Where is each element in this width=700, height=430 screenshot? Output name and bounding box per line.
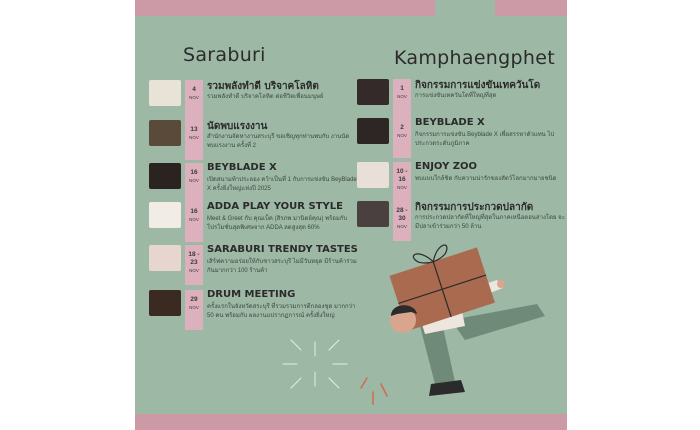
gift-person-illustration: [135, 0, 567, 430]
event-description: เสิร์ฟความอร่อยให้กับชาวสระบุรี ไม่มีวันหยุด มีร้านค้าร่วมกันมากกว่า 100 ร้านค้า: [207, 259, 357, 274]
kamphaengphet-heading: Kamphaengphet: [394, 47, 555, 69]
event-poster: [135, 0, 567, 430]
event-description: ครั้งแรกในจังหวัดสระบุรี ที่รวมรวมการตีกลองชุด มากกว่า 50 คน พร้อมกับ ผลงานแปรากฏการณ์ ครั้งยิ่งใหญ่: [207, 304, 356, 319]
event-description: Meet & Greet กับ คุณเบ็ค (สิรภพ มานิตย์คุณ) พร้อมกับโปรโมชั่นสุดพิเศษจาก ADDA ลดสูงสุด 60%: [207, 216, 348, 231]
saraburi-heading: Saraburi: [183, 44, 266, 66]
event-title: DRUM MEETING: [207, 289, 296, 300]
date-box: 16 NOV: [185, 202, 203, 242]
date-box: 2 NOV: [393, 118, 411, 158]
event-title: กิจกรรมการแข่งขันเทควันโด: [415, 80, 541, 91]
date-box: 10 - 16 NOV: [393, 162, 411, 202]
sparkle-burst-icon: [283, 340, 347, 388]
date-box: 29 NOV: [185, 290, 203, 330]
date-box: 4 NOV: [185, 80, 203, 120]
event-title: BEYBLADE X: [207, 162, 277, 173]
event-description: พบแบบใกล้ชิด กับความน่ารักของสัตว์โลกมากมายชนิด: [415, 176, 557, 182]
date-box: 16 NOV: [185, 163, 203, 203]
event-description: การประกวดปลากัดที่ใหญ่ที่สุดในภาคเหนือตอนล่างโดย จะมีปลาเข้าร่วมกว่า 50 ล้าน: [415, 215, 565, 230]
event-title: SARABURI TRENDY TASTES: [207, 244, 358, 255]
date-box: 1 NOV: [393, 79, 411, 119]
event-title: BEYBLADE X: [415, 117, 485, 128]
event-title: ADDA PLAY YOUR STYLE: [207, 201, 343, 212]
event-description: กิจกรรมการแข่งขัน Beyblade X เพื่อสรรหาตัวแทน ไปประกวดระดับภูมิภาค: [415, 132, 555, 147]
event-title: รวมพลังทำดี บริจาคโลหิต: [207, 81, 319, 92]
date-box: 13 NOV: [185, 120, 203, 160]
date-box: 18 - 23 NOV: [185, 245, 203, 285]
event-title: นัดพบแรงงาน: [207, 121, 268, 132]
date-box: 28 - 30 NOV: [393, 201, 411, 241]
event-description: รวมพลังทำดี บริจาคโลหิต ต่อชีวิตเพื่อนมนุษย์: [207, 94, 324, 100]
event-title: ENJOY ZOO: [415, 161, 478, 172]
event-title: กิจกรรมการประกวดปลากัด: [415, 202, 534, 213]
event-description: การแข่งขันเทควันโดที่ใหญ่ที่สุด: [415, 93, 497, 99]
event-description: สำนักงานจัดหางานสระบุรี ขอเชิญทุกท่านพบกับ งานนัดพบแรงงาน ครั้งที่ 2: [207, 134, 350, 149]
event-description: เปิดสนามท้าประลอง คว้าเป็นที่ 1 กับการแข่งขัน BeyBlade X ครั้งยิ่งใหญ่แห่งปี 2025: [207, 177, 357, 192]
